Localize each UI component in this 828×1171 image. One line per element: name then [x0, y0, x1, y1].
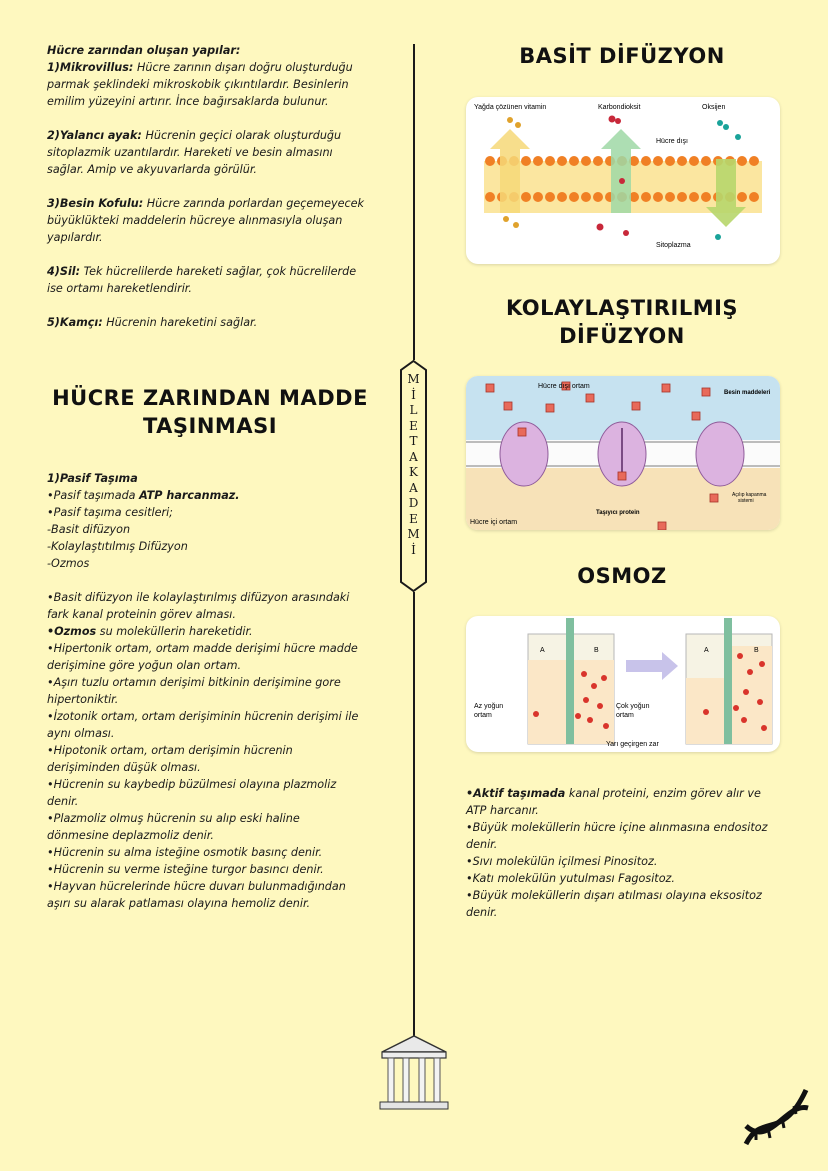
label-outside-env: Hücre dışı ortam	[538, 383, 590, 390]
dna-icon	[742, 1082, 812, 1152]
active-bullet: •Büyük moleküllerin dışarı atılması olayına eksositoz denir.	[466, 889, 762, 919]
label-nutrients: Besin maddeleri	[724, 390, 771, 396]
passive-list-item: -Ozmos	[47, 557, 90, 570]
active-transport-line: •Aktif taşımada kanal proteini, enzim görev alır ve ATP harcanır.	[466, 787, 761, 817]
bullet: •Hayvan hücrelerinde hücre duvarı bulunmadığından aşırı su alarak patlaması olayına hemoliz denir.	[47, 880, 346, 910]
active-bullet: •Sıvı molekülün içilmesi Pinositoz.	[466, 855, 658, 868]
active-bullet: •Katı molekülün yutulması Fagositoz.	[466, 872, 675, 885]
basit-diffusion-card	[466, 97, 780, 264]
transport-section-title: HÜCRE ZARINDAN MADDE TAŞINMASI	[52, 386, 368, 438]
label-inside-env: Hücre içi ortam	[470, 519, 518, 526]
label-low-line2: ortam	[474, 712, 492, 719]
passive-list-item: -Kolaylaştıtılmış Difüzyon	[47, 540, 188, 553]
passive-block	[47, 470, 365, 912]
label-outside: Hücre dışı	[656, 138, 688, 145]
osmosis-card	[466, 616, 780, 752]
label-a1: A	[540, 647, 545, 654]
bullet: •Hipotonik ortam, ortam derişimin hücrenin derişiminden düşük olması.	[47, 744, 293, 774]
bullet: •Hücrenin su verme isteğine turgor basıncı denir.	[47, 863, 324, 876]
passive-atp-line: •Pasif taşımada ATP harcanmaz.	[47, 489, 240, 502]
label-vitamin: Yağda çözünen vitamin	[474, 104, 547, 111]
structures-block	[47, 42, 365, 331]
temple-icon	[378, 1030, 450, 1114]
active-transport-block	[466, 785, 782, 921]
kolay-diagram	[466, 376, 780, 530]
osmos-line: •Ozmos su moleküllerin hareketidir.	[47, 625, 253, 638]
osmoz-diagram	[466, 616, 780, 752]
diffusion-difference: •Basit difüzyon ile kolaylaştırılmış difüzyon arasındaki fark kanal proteinin görev alması.	[47, 591, 350, 621]
label-low-line1: Az yoğun	[474, 703, 504, 710]
label-b1: B	[594, 647, 599, 654]
label-a2: A	[704, 647, 709, 654]
label-gate-line2: sistemi	[738, 498, 754, 504]
bullet: •İzotonik ortam, ortam derişiminin hücrenin derişimi ile aynı olması.	[47, 710, 359, 740]
label-co2: Karbondioksit	[598, 104, 641, 111]
bullet: •Hücrenin su kaybedip büzülmesi olayına plazmoliz denir.	[47, 778, 337, 808]
structures-heading: Hücre zarından oluşan yapılar:	[47, 44, 241, 57]
item-kamci: 5)Kamçı: Hücrenin hareketini sağlar.	[47, 316, 258, 329]
item-besin-kofulu: 3)Besin Kofulu: Hücre zarında porlardan geçemeyecek büyüklükteki maddelerin hücreye alınmasıyla oluşan yapılardır.	[47, 197, 365, 244]
facilitated-diffusion-card	[466, 376, 780, 530]
bullet: •Plazmoliz olmuş hücrenin su alıp eski haline dönmesine deplazmoliz denir.	[47, 812, 300, 842]
passive-list-item: -Basit difüzyon	[47, 523, 131, 536]
label-carrier: Taşıyıcı protein	[596, 510, 640, 516]
label-membrane: Yarı geçirgen zar	[606, 741, 659, 748]
passive-list-item: •Pasif taşıma cesitleri;	[47, 506, 173, 519]
basit-diagram	[466, 97, 780, 264]
item-yalanci-ayak: 2)Yalancı ayak: Hücrenin geçici olarak oluşturduğu sitoplazmik uzantılardır. Hareketi ve besin almasını sağlar. Amip ve akyuvarlarda görülür.	[47, 129, 342, 176]
osmoz-title: OSMOZ	[577, 564, 667, 588]
label-b2: B	[754, 647, 759, 654]
item-mikrovillus: 1)Mikrovillus: Hücre zarının dışarı doğru oluşturduğu parmak şeklindeki mikroskobik çıkıntılardır. Besinlerin emilim yüzeyini artırır. İnce bağırsaklarda bulunur.	[47, 61, 353, 108]
label-high-line1: Çok yoğun	[616, 703, 650, 710]
bullet: •Hipertonik ortam, ortam madde derişimi hücre madde derişimine göre yoğun olan ortam.	[47, 642, 358, 672]
label-high-line2: ortam	[616, 712, 634, 719]
kolay-title: KOLAYLAŞTIRILMIŞ DİFÜZYON	[505, 296, 739, 348]
bullet: •Aşırı tuzlu ortamın derişimi bitkinin derişimine gore hipertoniktir.	[47, 676, 341, 706]
label-o2: Oksijen	[702, 104, 726, 111]
basit-title: BASİT DİFÜZYON	[519, 44, 725, 68]
divider-line-top	[413, 44, 415, 360]
divider-line-bottom	[413, 592, 415, 1037]
bullet: •Hücrenin su alma isteğine osmotik basınç denir.	[47, 846, 323, 859]
active-bullet: •Büyük moleküllerin hücre içine alınmasına endositoz denir.	[466, 821, 768, 851]
passive-heading: 1)Pasif Taşıma	[47, 472, 138, 485]
label-cytoplasm: Sitoplazma	[656, 242, 691, 249]
item-sil: 4)Sil: Tek hücrelilerde hareketi sağlar, çok hücrelilerde ise ortamı hareketlendirir.	[47, 265, 357, 295]
label-gate-line1: Açılıp kapanma	[732, 492, 767, 498]
brand-letters: M İ L E T A K A D E M İ	[407, 372, 420, 557]
